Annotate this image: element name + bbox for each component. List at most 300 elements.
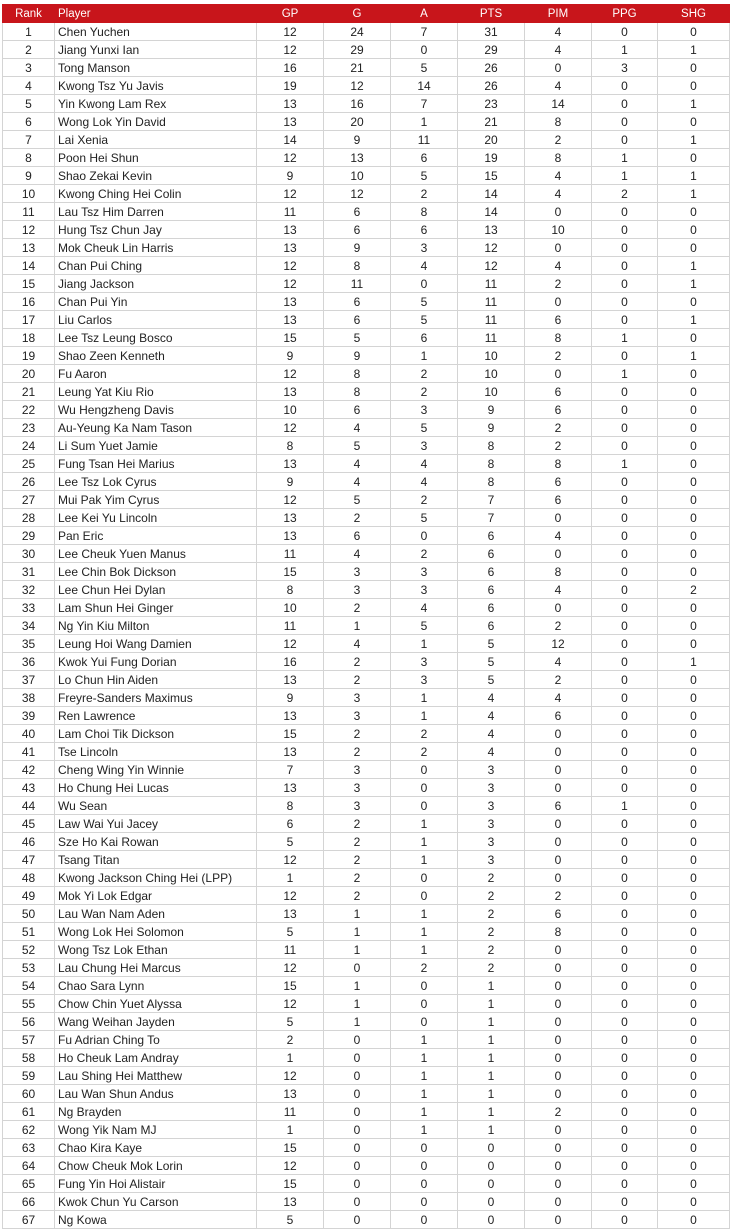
pim-cell: 4 [525, 23, 592, 41]
pts-cell: 6 [458, 545, 525, 563]
a-cell: 1 [391, 1031, 458, 1049]
gp-cell: 1 [257, 1121, 324, 1139]
player-name-cell[interactable]: Kwong Jackson Ching Hei (LPP) [55, 869, 257, 887]
player-name-cell[interactable]: Fu Aaron [55, 365, 257, 383]
header-rank[interactable]: Rank [3, 5, 55, 23]
player-name-cell[interactable]: Chow Cheuk Mok Lorin [55, 1157, 257, 1175]
player-name-cell[interactable]: Mok Yi Lok Edgar [55, 887, 257, 905]
player-name-cell[interactable]: Jiang Yunxi Ian [55, 41, 257, 59]
rank-cell: 67 [3, 1211, 55, 1229]
rank-cell: 35 [3, 635, 55, 653]
gp-cell: 5 [257, 1013, 324, 1031]
ppg-cell: 0 [592, 473, 658, 491]
g-cell: 4 [324, 473, 391, 491]
gp-cell: 13 [257, 383, 324, 401]
ppg-cell: 0 [592, 275, 658, 293]
rank-cell: 52 [3, 941, 55, 959]
player-name-cell[interactable]: Au-Yeung Ka Nam Tason [55, 419, 257, 437]
a-cell: 3 [391, 401, 458, 419]
shg-cell: 0 [658, 437, 730, 455]
gp-cell: 16 [257, 653, 324, 671]
gp-cell: 12 [257, 635, 324, 653]
pts-cell: 6 [458, 581, 525, 599]
table-row [3, 347, 730, 365]
player-name-cell[interactable]: Wang Weihan Jayden [55, 1013, 257, 1031]
gp-cell: 5 [257, 923, 324, 941]
player-name-cell[interactable]: Fu Adrian Ching To [55, 1031, 257, 1049]
gp-cell: 12 [257, 887, 324, 905]
pim-cell: 6 [525, 797, 592, 815]
player-name-cell[interactable]: Chan Pui Ching [55, 257, 257, 275]
table-row [3, 41, 730, 59]
player-name-cell[interactable]: Li Sum Yuet Jamie [55, 437, 257, 455]
player-name-cell[interactable]: Cheng Wing Yin Winnie [55, 761, 257, 779]
a-cell: 1 [391, 815, 458, 833]
pim-cell: 2 [525, 671, 592, 689]
player-name-cell[interactable]: Lau Shing Hei Matthew [55, 1067, 257, 1085]
player-name-cell[interactable]: Lo Chun Hin Aiden [55, 671, 257, 689]
a-cell: 2 [391, 545, 458, 563]
player-name-cell[interactable]: Ng Kowa [55, 1211, 257, 1229]
a-cell: 0 [391, 1157, 458, 1175]
shg-cell: 0 [658, 887, 730, 905]
table-row [3, 869, 730, 887]
pts-cell: 7 [458, 509, 525, 527]
ppg-cell: 0 [592, 293, 658, 311]
g-cell: 5 [324, 437, 391, 455]
player-name-cell[interactable]: Kwok Chun Yu Carson [55, 1193, 257, 1211]
rank-cell: 12 [3, 221, 55, 239]
gp-cell: 15 [257, 1175, 324, 1193]
table-row [3, 257, 730, 275]
pts-cell: 1 [458, 1067, 525, 1085]
g-cell: 3 [324, 581, 391, 599]
ppg-cell: 0 [592, 977, 658, 995]
rank-cell: 34 [3, 617, 55, 635]
table-row [3, 239, 730, 257]
pim-cell: 4 [525, 41, 592, 59]
g-cell: 2 [324, 599, 391, 617]
pts-cell: 2 [458, 959, 525, 977]
shg-cell: 0 [658, 923, 730, 941]
player-name-cell[interactable]: Tsang Titan [55, 851, 257, 869]
pts-cell: 11 [458, 311, 525, 329]
a-cell: 2 [391, 725, 458, 743]
a-cell: 0 [391, 887, 458, 905]
player-name-cell[interactable]: Mui Pak Yim Cyrus [55, 491, 257, 509]
ppg-cell: 1 [592, 149, 658, 167]
ppg-cell: 0 [592, 545, 658, 563]
pts-cell: 8 [458, 473, 525, 491]
ppg-cell: 0 [592, 1139, 658, 1157]
a-cell: 0 [391, 761, 458, 779]
a-cell: 1 [391, 851, 458, 869]
pim-cell: 10 [525, 221, 592, 239]
rank-cell: 57 [3, 1031, 55, 1049]
rank-cell: 56 [3, 1013, 55, 1031]
pts-cell: 1 [458, 1103, 525, 1121]
player-name-cell[interactable]: Lee Kei Yu Lincoln [55, 509, 257, 527]
player-name-cell[interactable]: Chao Kira Kaye [55, 1139, 257, 1157]
player-name-cell[interactable]: Wong Lok Yin David [55, 113, 257, 131]
pim-cell: 12 [525, 635, 592, 653]
g-cell: 0 [324, 1121, 391, 1139]
shg-cell: 0 [658, 635, 730, 653]
player-name-cell[interactable]: Lam Shun Hei Ginger [55, 599, 257, 617]
shg-cell: 0 [658, 1139, 730, 1157]
pim-cell: 4 [525, 77, 592, 95]
pim-cell: 2 [525, 437, 592, 455]
ppg-cell: 0 [592, 1211, 658, 1229]
table-row [3, 617, 730, 635]
pim-cell: 0 [525, 599, 592, 617]
a-cell: 4 [391, 599, 458, 617]
pim-cell: 2 [525, 131, 592, 149]
a-cell: 6 [391, 329, 458, 347]
table-row [3, 743, 730, 761]
a-cell: 0 [391, 797, 458, 815]
a-cell: 5 [391, 293, 458, 311]
player-name-cell[interactable]: Lee Chun Hei Dylan [55, 581, 257, 599]
ppg-cell: 0 [592, 743, 658, 761]
player-name-cell[interactable]: Shao Zeen Kenneth [55, 347, 257, 365]
table-row [3, 1049, 730, 1067]
pts-cell: 6 [458, 617, 525, 635]
shg-cell: 0 [658, 545, 730, 563]
pts-cell: 3 [458, 779, 525, 797]
ppg-cell: 1 [592, 797, 658, 815]
pim-cell: 2 [525, 617, 592, 635]
gp-cell: 12 [257, 851, 324, 869]
table-row [3, 959, 730, 977]
table-row [3, 887, 730, 905]
a-cell: 7 [391, 95, 458, 113]
rank-cell: 61 [3, 1103, 55, 1121]
gp-cell: 1 [257, 1049, 324, 1067]
pim-cell: 0 [525, 203, 592, 221]
pim-cell: 0 [525, 545, 592, 563]
player-name-cell[interactable]: Kwong Tsz Yu Javis [55, 77, 257, 95]
table-row [3, 545, 730, 563]
player-name-cell[interactable]: Lai Xenia [55, 131, 257, 149]
a-cell: 5 [391, 509, 458, 527]
player-name-cell[interactable]: Lau Chung Hei Marcus [55, 959, 257, 977]
g-cell: 2 [324, 725, 391, 743]
shg-cell: 0 [658, 1085, 730, 1103]
shg-cell: 1 [658, 185, 730, 203]
table-row [3, 689, 730, 707]
a-cell: 2 [391, 185, 458, 203]
shg-cell: 0 [658, 725, 730, 743]
a-cell: 4 [391, 257, 458, 275]
gp-cell: 12 [257, 185, 324, 203]
rank-cell: 5 [3, 95, 55, 113]
pts-cell: 4 [458, 743, 525, 761]
a-cell: 1 [391, 113, 458, 131]
rank-cell: 6 [3, 113, 55, 131]
table-row [3, 1211, 730, 1229]
header-player[interactable]: Player [55, 5, 257, 23]
header-a[interactable]: A [391, 5, 458, 23]
ppg-cell: 0 [592, 995, 658, 1013]
rank-cell: 3 [3, 59, 55, 77]
rank-cell: 30 [3, 545, 55, 563]
player-name-cell[interactable]: Law Wai Yui Jacey [55, 815, 257, 833]
player-name-cell[interactable]: Freyre-Sanders Maximus [55, 689, 257, 707]
shg-cell: 0 [658, 671, 730, 689]
player-name-cell[interactable]: Ho Chung Hei Lucas [55, 779, 257, 797]
player-name-cell[interactable]: Hung Tsz Chun Jay [55, 221, 257, 239]
pim-cell: 0 [525, 293, 592, 311]
gp-cell: 11 [257, 941, 324, 959]
g-cell: 4 [324, 419, 391, 437]
pts-cell: 14 [458, 185, 525, 203]
g-cell: 0 [324, 1139, 391, 1157]
player-name-cell[interactable]: Chan Pui Yin [55, 293, 257, 311]
pts-cell: 10 [458, 365, 525, 383]
gp-cell: 13 [257, 455, 324, 473]
rank-cell: 7 [3, 131, 55, 149]
a-cell: 0 [391, 869, 458, 887]
player-name-cell[interactable]: Pan Eric [55, 527, 257, 545]
g-cell: 3 [324, 689, 391, 707]
header-gp[interactable]: GP [257, 5, 324, 23]
pim-cell: 2 [525, 887, 592, 905]
a-cell: 2 [391, 383, 458, 401]
pim-cell: 4 [525, 257, 592, 275]
pts-cell: 11 [458, 329, 525, 347]
rank-cell: 65 [3, 1175, 55, 1193]
pim-cell: 0 [525, 743, 592, 761]
player-name-cell[interactable]: Tse Lincoln [55, 743, 257, 761]
table-row [3, 563, 730, 581]
shg-cell: 0 [658, 1013, 730, 1031]
header-pim[interactable]: PIM [525, 5, 592, 23]
pts-cell: 2 [458, 923, 525, 941]
pim-cell: 4 [525, 653, 592, 671]
pim-cell: 0 [525, 995, 592, 1013]
pim-cell: 2 [525, 1103, 592, 1121]
g-cell: 0 [324, 1157, 391, 1175]
player-name-cell[interactable]: Leung Yat Kiu Rio [55, 383, 257, 401]
shg-cell: 0 [658, 1049, 730, 1067]
rank-cell: 55 [3, 995, 55, 1013]
a-cell: 5 [391, 311, 458, 329]
table-row [3, 1085, 730, 1103]
player-name-cell[interactable]: Fung Tsan Hei Marius [55, 455, 257, 473]
ppg-cell: 0 [592, 1067, 658, 1085]
pts-cell: 3 [458, 761, 525, 779]
table-row [3, 491, 730, 509]
a-cell: 1 [391, 923, 458, 941]
player-name-cell[interactable]: Lam Choi Tik Dickson [55, 725, 257, 743]
table-row [3, 761, 730, 779]
pts-cell: 0 [458, 1211, 525, 1229]
gp-cell: 10 [257, 401, 324, 419]
gp-cell: 16 [257, 59, 324, 77]
shg-cell: 0 [658, 743, 730, 761]
shg-cell: 0 [658, 707, 730, 725]
player-name-cell[interactable]: Kwong Ching Hei Colin [55, 185, 257, 203]
gp-cell: 13 [257, 905, 324, 923]
pim-cell: 14 [525, 95, 592, 113]
player-name-cell[interactable]: Jiang Jackson [55, 275, 257, 293]
pim-cell: 2 [525, 275, 592, 293]
player-name-cell[interactable]: Shao Zekai Kevin [55, 167, 257, 185]
shg-cell: 0 [658, 23, 730, 41]
table-row [3, 203, 730, 221]
pts-cell: 1 [458, 1049, 525, 1067]
pts-cell: 4 [458, 689, 525, 707]
shg-cell: 0 [658, 1067, 730, 1085]
table-body [3, 23, 730, 1229]
gp-cell: 7 [257, 761, 324, 779]
pim-cell: 0 [525, 1067, 592, 1085]
shg-cell: 0 [658, 959, 730, 977]
g-cell: 5 [324, 329, 391, 347]
a-cell: 2 [391, 365, 458, 383]
player-name-cell[interactable]: Liu Carlos [55, 311, 257, 329]
a-cell: 0 [391, 779, 458, 797]
player-name-cell[interactable]: Kwok Yui Fung Dorian [55, 653, 257, 671]
player-name-cell[interactable]: Wu Hengzheng Davis [55, 401, 257, 419]
gp-cell: 12 [257, 419, 324, 437]
player-name-cell[interactable]: Chow Chin Yuet Alyssa [55, 995, 257, 1013]
shg-cell: 0 [658, 1157, 730, 1175]
shg-cell: 0 [658, 1103, 730, 1121]
g-cell: 6 [324, 527, 391, 545]
gp-cell: 11 [257, 617, 324, 635]
header-g[interactable]: G [324, 5, 391, 23]
g-cell: 24 [324, 23, 391, 41]
gp-cell: 12 [257, 275, 324, 293]
g-cell: 4 [324, 635, 391, 653]
table-row [3, 455, 730, 473]
pim-cell: 2 [525, 347, 592, 365]
ppg-cell: 0 [592, 815, 658, 833]
pim-cell: 0 [525, 365, 592, 383]
table-row [3, 113, 730, 131]
shg-cell: 0 [658, 941, 730, 959]
player-name-cell[interactable]: Wong Lok Hei Solomon [55, 923, 257, 941]
player-name-cell[interactable]: Lee Tsz Leung Bosco [55, 329, 257, 347]
player-name-cell[interactable]: Ho Cheuk Lam Andray [55, 1049, 257, 1067]
a-cell: 0 [391, 977, 458, 995]
g-cell: 0 [324, 1049, 391, 1067]
table-row [3, 419, 730, 437]
g-cell: 4 [324, 455, 391, 473]
table-row [3, 527, 730, 545]
pts-cell: 8 [458, 437, 525, 455]
table-row [3, 59, 730, 77]
player-name-cell[interactable]: Yin Kwong Lam Rex [55, 95, 257, 113]
rank-cell: 60 [3, 1085, 55, 1103]
shg-cell: 0 [658, 761, 730, 779]
ppg-cell: 1 [592, 329, 658, 347]
player-name-cell[interactable]: Ren Lawrence [55, 707, 257, 725]
player-name-cell[interactable]: Lee Tsz Lok Cyrus [55, 473, 257, 491]
shg-cell: 0 [658, 455, 730, 473]
player-name-cell[interactable]: Wong Tsz Lok Ethan [55, 941, 257, 959]
shg-cell: 0 [658, 689, 730, 707]
shg-cell: 1 [658, 653, 730, 671]
pts-cell: 6 [458, 563, 525, 581]
table-row [3, 815, 730, 833]
player-name-cell[interactable]: Tong Manson [55, 59, 257, 77]
gp-cell: 13 [257, 239, 324, 257]
header-pts[interactable]: PTS [458, 5, 525, 23]
player-name-cell[interactable]: Lau Wan Shun Andus [55, 1085, 257, 1103]
pim-cell: 0 [525, 1211, 592, 1229]
pts-cell: 2 [458, 869, 525, 887]
gp-cell: 12 [257, 257, 324, 275]
table-row [3, 905, 730, 923]
pim-cell: 6 [525, 401, 592, 419]
rank-cell: 62 [3, 1121, 55, 1139]
player-name-cell[interactable]: Wu Sean [55, 797, 257, 815]
pim-cell: 4 [525, 689, 592, 707]
table-row [3, 275, 730, 293]
player-name-cell[interactable]: Leung Hoi Wang Damien [55, 635, 257, 653]
rank-cell: 40 [3, 725, 55, 743]
ppg-cell: 0 [592, 1175, 658, 1193]
pim-cell: 0 [525, 977, 592, 995]
player-name-cell[interactable]: Poon Hei Shun [55, 149, 257, 167]
player-name-cell[interactable]: Lau Wan Nam Aden [55, 905, 257, 923]
player-name-cell[interactable]: Sze Ho Kai Rowan [55, 833, 257, 851]
rank-cell: 1 [3, 23, 55, 41]
gp-cell: 12 [257, 1157, 324, 1175]
ppg-cell: 0 [592, 311, 658, 329]
a-cell: 6 [391, 149, 458, 167]
pts-cell: 21 [458, 113, 525, 131]
pim-cell: 8 [525, 563, 592, 581]
g-cell: 8 [324, 257, 391, 275]
header-ppg[interactable]: PPG [592, 5, 658, 23]
player-name-cell[interactable]: Wong Yik Nam MJ [55, 1121, 257, 1139]
g-cell: 0 [324, 1103, 391, 1121]
a-cell: 1 [391, 905, 458, 923]
header-shg[interactable]: SHG [658, 5, 730, 23]
player-name-cell[interactable]: Lee Chin Bok Dickson [55, 563, 257, 581]
gp-cell: 13 [257, 743, 324, 761]
player-name-cell[interactable]: Fung Yin Hoi Alistair [55, 1175, 257, 1193]
player-name-cell[interactable]: Ng Yin Kiu Milton [55, 617, 257, 635]
gp-cell: 9 [257, 347, 324, 365]
ppg-cell: 0 [592, 689, 658, 707]
ppg-cell: 0 [592, 905, 658, 923]
player-name-cell[interactable]: Mok Cheuk Lin Harris [55, 239, 257, 257]
pim-cell: 6 [525, 311, 592, 329]
g-cell: 2 [324, 815, 391, 833]
a-cell: 1 [391, 635, 458, 653]
pts-cell: 4 [458, 725, 525, 743]
player-name-cell[interactable]: Lau Tsz Him Darren [55, 203, 257, 221]
gp-cell: 13 [257, 671, 324, 689]
rank-cell: 51 [3, 923, 55, 941]
table-row [3, 1013, 730, 1031]
gp-cell: 13 [257, 1193, 324, 1211]
player-name-cell[interactable]: Chen Yuchen [55, 23, 257, 41]
player-name-cell[interactable]: Chao Sara Lynn [55, 977, 257, 995]
rank-cell: 44 [3, 797, 55, 815]
a-cell: 1 [391, 689, 458, 707]
player-name-cell[interactable]: Ng Brayden [55, 1103, 257, 1121]
g-cell: 21 [324, 59, 391, 77]
pim-cell: 0 [525, 1139, 592, 1157]
gp-cell: 1 [257, 869, 324, 887]
player-name-cell[interactable]: Lee Cheuk Yuen Manus [55, 545, 257, 563]
